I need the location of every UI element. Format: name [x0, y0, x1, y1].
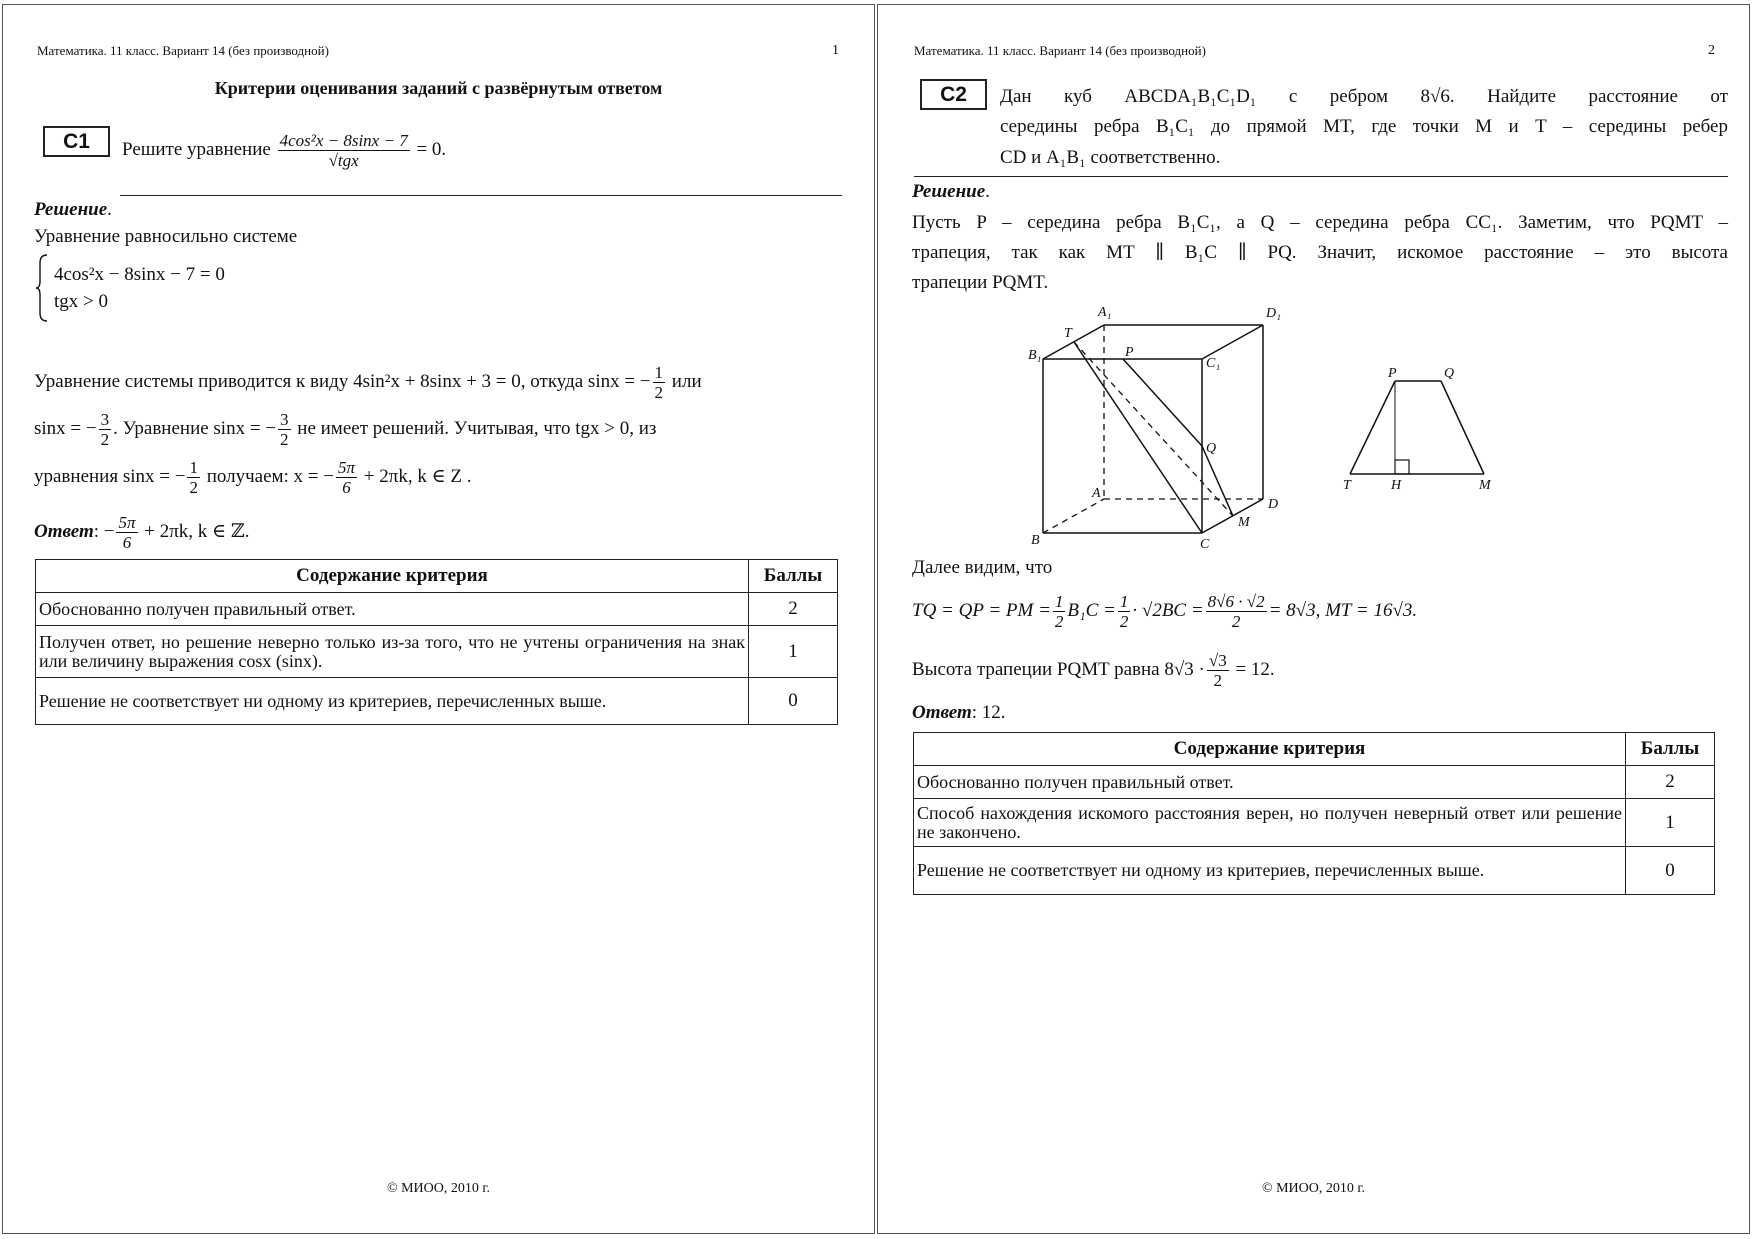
- para-b: [34, 410, 844, 449]
- criterion-points: 0: [1626, 847, 1715, 895]
- cube-diagram: [1028, 301, 1288, 551]
- segment-qm: [1202, 446, 1233, 516]
- frac-half: [1053, 592, 1066, 631]
- label-p: P: [1125, 345, 1134, 360]
- trap-side-tp: [1350, 381, 1395, 474]
- criteria-table: [913, 732, 1715, 895]
- criterion-text: Решение не соответствует ни одному из критериев, перечисленных выше.: [36, 678, 749, 725]
- frac-den: 2: [1054, 612, 1064, 631]
- label-c: C: [1200, 537, 1210, 551]
- para-b-part2: . Уравнение sinx = −: [113, 417, 277, 439]
- trap-label-t: T: [1343, 478, 1351, 493]
- header-points: Баллы: [1626, 733, 1715, 766]
- criterion-points: 1: [749, 626, 838, 678]
- task-equals: = 0.: [416, 138, 447, 160]
- criterion-text: Способ нахождения искомого расстояния верен, но получен неверный ответ или решение не закончено.: [914, 799, 1626, 847]
- page-footer: © МИОО, 2010 г.: [386, 1181, 491, 1196]
- para-a-end: или: [671, 370, 702, 392]
- page-2: [877, 4, 1750, 1234]
- trapezoid-diagram: [1343, 360, 1493, 495]
- solution-line-3: трапеции PQMT.: [912, 272, 1049, 293]
- solution-heading: Решение.: [34, 199, 112, 220]
- height-line: [912, 651, 1275, 690]
- task-line-1: Дан куб ABCDA₁B₁C₁D₁ с ребром 8√6. Найдите расстояние от: [1000, 86, 1728, 107]
- frac-num: 3: [280, 410, 289, 429]
- brace-icon: [35, 253, 49, 323]
- solution-heading: Решение.: [912, 181, 990, 202]
- frac-num: 5π: [338, 458, 356, 477]
- criterion-text: Получен ответ, но решение неверно только из-за того, что не учтены ограничения на знак или величину выражения cosx (sinx).: [36, 626, 749, 678]
- table-row: [914, 799, 1715, 847]
- frac-num: 3: [100, 410, 110, 429]
- label-b1: B₁: [1028, 348, 1042, 363]
- answer-label: Ответ: [34, 520, 94, 542]
- task-line-3: CD и A₁B₁ соответственно.: [1000, 147, 1221, 168]
- solution-heading-text: Решение: [34, 199, 108, 220]
- frac-den: 6: [122, 533, 132, 552]
- system-line-2: tgx > 0: [54, 291, 108, 312]
- task-label-c2: C2: [920, 79, 987, 110]
- frac-num: 8√6 · √2: [1207, 592, 1265, 611]
- frac-den: 2: [1119, 612, 1129, 631]
- page-number: 1: [832, 43, 839, 58]
- frac-num: 1: [1119, 592, 1129, 611]
- frac-den: 6: [342, 478, 351, 497]
- answer-value: : 12.: [971, 702, 1006, 723]
- label-d1: D₁: [1266, 306, 1281, 321]
- header-content: Содержание критерия: [36, 560, 749, 593]
- frac-den: 2: [1231, 612, 1241, 631]
- criterion-points: 0: [749, 678, 838, 725]
- solution-line-2: трапеция, так как MT ∥ B₁C ∥ PQ. Значит, искомое расстояние – это высота: [912, 242, 1728, 263]
- frac-three-halves: [99, 410, 112, 449]
- task-underline: [120, 195, 842, 196]
- frac-den: 2: [1213, 671, 1223, 690]
- para-c-part1: уравнения sinx = −: [34, 465, 186, 487]
- page-header: Математика. 11 класс. Вариант 14 (без производной): [914, 43, 1206, 58]
- table-header-row: [36, 560, 838, 593]
- answer-suffix: + 2πk, k ∈ ℤ.: [144, 520, 250, 542]
- frac-num: 1: [189, 458, 198, 477]
- para-a-text: Уравнение системы приводится к виду 4sin²x + 8sinx + 3 = 0, откуда sinx = −: [34, 370, 651, 392]
- solution-line-1: Пусть P – середина ребра B₁C₁, а Q – середина ребра CC₁. Заметим, что PQMT –: [912, 212, 1728, 233]
- table-row: [36, 626, 838, 678]
- frac-num: √3: [1208, 651, 1227, 670]
- answer-label: Ответ: [912, 702, 972, 723]
- para-b-part3: не имеет решений. Учитывая, что tgx > 0, из: [297, 417, 657, 439]
- frac-den: 2: [654, 383, 664, 402]
- height-suffix: = 12.: [1235, 658, 1275, 680]
- task-line-2: середины ребра B₁C₁ до прямой MT, где точки M и T – середины ребер: [1000, 116, 1728, 137]
- table-header-row: [914, 733, 1715, 766]
- frac-5pi-6: [336, 458, 357, 497]
- eq-part-c: · √2BC =: [1132, 599, 1204, 621]
- label-m: M: [1238, 515, 1250, 530]
- answer-line: [912, 698, 1006, 728]
- frac-den: 2: [100, 430, 110, 449]
- solution-line-1: Уравнение равносильно системе: [34, 226, 298, 247]
- frac-sqrt3-2: [1207, 651, 1229, 690]
- frac-den: 2: [280, 430, 289, 449]
- hidden-edge: [1043, 499, 1104, 533]
- frac-8sqrt6: [1206, 592, 1267, 631]
- height-prefix: Высота трапеции PQMT равна 8√3 ·: [912, 658, 1205, 680]
- trap-label-m: M: [1479, 478, 1491, 493]
- para-a: [34, 363, 844, 402]
- equation-line: [912, 592, 1417, 631]
- page-title: Критерии оценивания заданий с развёрнутым ответом: [214, 78, 663, 98]
- frac-num: 1: [654, 363, 664, 382]
- task-fraction: [278, 131, 410, 170]
- task-numerator: 4cos²x − 8sinx − 7: [279, 131, 408, 150]
- criterion-points: 2: [1626, 766, 1715, 799]
- frac-num: 5π: [118, 513, 136, 532]
- trap-side-qm: [1441, 381, 1484, 474]
- frac-num: 1: [1054, 592, 1064, 611]
- label-q: Q: [1206, 441, 1217, 456]
- criterion-text: Обоснованно получен правильный ответ.: [914, 766, 1626, 799]
- cube-edge: [1202, 325, 1263, 359]
- answer-prefix: : −: [93, 520, 115, 542]
- label-a: A: [1092, 486, 1101, 501]
- frac-half-2: [187, 458, 200, 497]
- label-t: T: [1064, 326, 1072, 341]
- trap-label-q: Q: [1444, 366, 1455, 381]
- answer-line: [34, 513, 250, 552]
- page-1: [2, 4, 875, 1234]
- task-text: Решите уравнение: [122, 138, 271, 160]
- header-content: Содержание критерия: [914, 733, 1626, 766]
- page-number: 2: [1708, 43, 1715, 58]
- criteria-table: [35, 559, 838, 725]
- task-statement: [122, 131, 446, 170]
- para-c-part3: + 2πk, k ∈ Z .: [363, 465, 472, 487]
- table-row: [36, 678, 838, 725]
- para-c: [34, 458, 472, 497]
- criterion-points: 1: [1626, 799, 1715, 847]
- page-footer: © МИОО, 2010 г.: [1261, 1181, 1366, 1196]
- task-underline: [914, 176, 1728, 177]
- frac-half-2: [1118, 592, 1131, 631]
- criterion-text: Обоснованно получен правильный ответ.: [36, 593, 749, 626]
- eq-part-a: TQ = QP = PM =: [912, 599, 1051, 621]
- frac-half: [653, 363, 666, 402]
- label-b: B: [1031, 533, 1040, 548]
- solution-heading-text: Решение: [912, 181, 986, 202]
- label-d: D: [1268, 497, 1279, 512]
- right-angle-mark: [1395, 460, 1409, 474]
- cube-edge: [1043, 325, 1104, 359]
- trap-label-p: P: [1388, 366, 1397, 381]
- header-points: Баллы: [749, 560, 838, 593]
- table-row: [914, 847, 1715, 895]
- trap-label-h: H: [1391, 478, 1402, 493]
- then-line: Далее видим, что: [912, 557, 1053, 578]
- eq-part-b: B₁C =: [1067, 599, 1116, 621]
- answer-fraction: [116, 513, 137, 552]
- frac-den: 2: [189, 478, 198, 497]
- para-c-part2: получаем: x = −: [206, 465, 334, 487]
- eq-part-d: = 8√3, MT = 16√3.: [1268, 599, 1418, 621]
- frac-three-halves-2: [278, 410, 291, 449]
- criterion-text: Решение не соответствует ни одному из критериев, перечисленных выше.: [914, 847, 1626, 895]
- system-brace: [35, 253, 49, 328]
- table-row: [914, 766, 1715, 799]
- para-b-part1: sinx = −: [34, 417, 97, 439]
- page-header: Математика. 11 класс. Вариант 14 (без производной): [37, 43, 329, 58]
- criterion-points: 2: [749, 593, 838, 626]
- task-label-c1: C1: [43, 126, 110, 157]
- task-denominator: √tgx: [328, 151, 359, 170]
- label-c1: C₁: [1206, 356, 1221, 371]
- label-a1: A₁: [1098, 305, 1112, 320]
- system-line-1: 4cos²x − 8sinx − 7 = 0: [54, 264, 225, 285]
- table-row: [36, 593, 838, 626]
